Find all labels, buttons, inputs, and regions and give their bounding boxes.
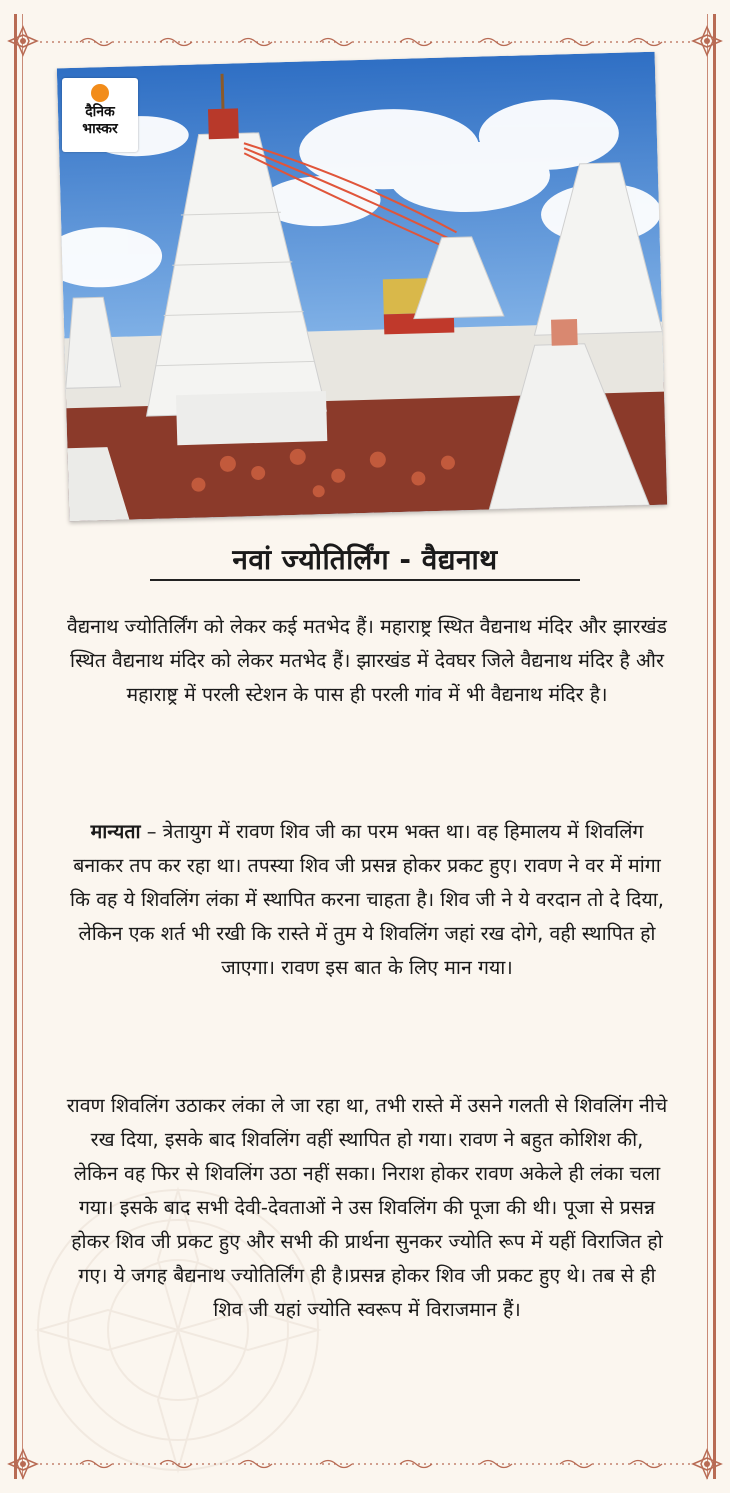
logo-line-1: दैनिक bbox=[85, 104, 115, 120]
sun-logo-icon bbox=[91, 84, 109, 102]
top-vine-border bbox=[40, 34, 690, 50]
belief-label: मान्यता bbox=[90, 820, 141, 843]
belief-paragraph bbox=[66, 815, 668, 985]
temple-photo bbox=[57, 52, 667, 522]
floral-corner-icon bbox=[6, 24, 40, 58]
title-underline bbox=[150, 579, 580, 581]
story-paragraph: रावण शिवलिंग उठाकर लंका ले जा रहा था, तभी रास्ते में उसने गलती से शिवलिंग नीचे रख दिया, इसके बाद शिवलिंग वहीं स्थापित हो गया। रावण ने बहुत कोशिश की, लेकिन वह फिर से शिवलिंग उठा नहीं सका। निराश होकर रावण अकेले ही लंका चला गया। इसके बाद सभी देवी-देवताओं ने उस शिवलिंग की पूजा की थी। पूजा से प्रसन्न होकर शिव जी प्रकट हुए और सभी की प्रार्थना सुनकर ज्योति रूप में यहीं विराजित हो गए। ये जगह बैद्यनाथ ज्योतिर्लिंग ही है।प्रसन्न होकर शिव जी प्रकट हुए थे। तब से ही शिव जी यहां ज्योति स्वरूप में विराजमान हैं। bbox=[66, 1094, 668, 1321]
belief-text: – त्रेतायुग में रावण शिव जी का परम भक्त था। वह हिमालय में शिवलिंग बनाकर तप कर रहा था। तपस्या शिव जी प्रसन्न होकर प्रकट हुए। रावण ने वर में मांगा कि वह ये शिवलिंग लंका में स्थापित करना चाहता है। शिव जी ने ये वरदान तो दे दिया, लेकिन एक शर्त भी रखी कि रास्ते में तुम ये शिवलिंग जहां रख दोगे, वही स्थापित हो जाएगा। रावण इस बात के लिए मान गया। bbox=[69, 820, 665, 979]
page-title: नवां ज्योतिर्लिंग - वैद्यनाथ bbox=[232, 543, 498, 576]
logo-line-2: भास्कर bbox=[82, 121, 118, 137]
dainik-bhaskar-logo bbox=[62, 78, 138, 152]
floral-corner-icon bbox=[690, 24, 724, 58]
intro-paragraph: वैद्यनाथ ज्योतिर्लिंग को लेकर कई मतभेद हैं। महाराष्ट्र स्थित वैद्यनाथ मंदिर और झारखंड स्थित वैद्यनाथ मंदिर को लेकर मतभेद हैं। झारखंड में देवघर जिले वैद्यनाथ मंदिर है और महाराष्ट्र में परली स्टेशन के पास ही परली गांव में भी वैद्यनाथ मंदिर है। bbox=[67, 615, 667, 706]
baidyanath-temple-image bbox=[57, 52, 667, 522]
floral-corner-icon bbox=[690, 1447, 724, 1481]
